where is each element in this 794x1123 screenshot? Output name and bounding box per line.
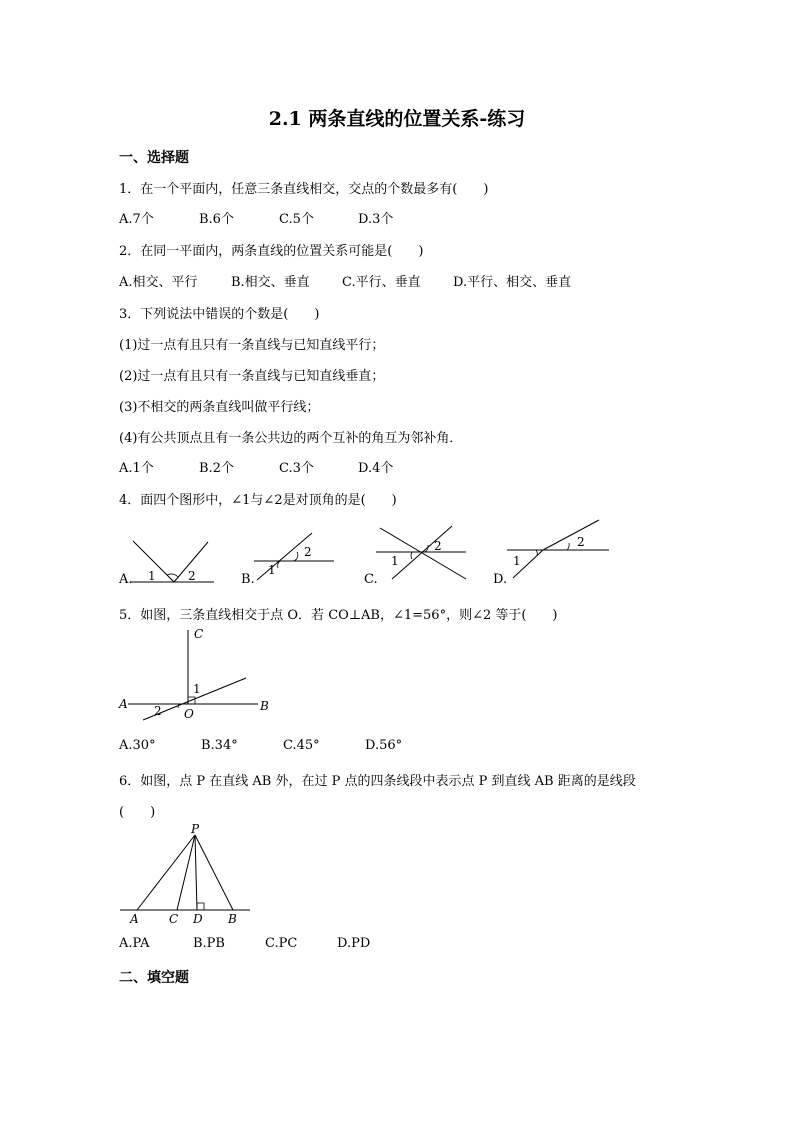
question-6-stem-cont: ( ) [119,805,156,820]
angle-1-label: 1 [148,569,156,583]
option-d[interactable]: D.平行、相交、垂直 [453,275,572,290]
figure-d-label[interactable]: D. [493,572,508,587]
option-b[interactable]: B.PB [193,936,225,951]
option-a[interactable]: A.7个 [119,212,154,227]
point-p-label: P [191,822,200,836]
option-b[interactable]: B.相交、垂直 [231,275,310,290]
option-c[interactable]: C.5个 [279,212,314,227]
question-6-diagram [118,822,258,926]
angle-2-label: 2 [154,704,162,718]
point-b-label: B [228,912,237,926]
question-5-stem: 5．如图，三条直线相交于点 O．若 CO⊥AB，∠1=56°，则∠2 等于( ) [119,608,558,623]
option-a[interactable]: A.PA [119,936,150,951]
figure-b-diagram [252,528,342,583]
question-3-item-1: (1)过一点有且只有一条直线与已知直线平行； [119,338,385,353]
option-d[interactable]: D.PD [337,936,371,951]
angle-1-label: 1 [268,563,276,577]
option-b[interactable]: B.34° [201,738,238,753]
figure-b-label[interactable]: B. [241,572,255,587]
question-2-stem: 2．在同一平面内，两条直线的位置关系可能是( ) [119,244,424,259]
figure-c-label[interactable]: C. [364,572,378,587]
question-5-diagram [118,622,278,722]
figure-a-diagram [130,535,220,590]
angle-2-label: 2 [434,539,442,553]
point-o-label: O [184,707,194,721]
figure-d-diagram [505,518,615,583]
page-title: 2.1 两条直线的位置关系-练习 [268,108,526,130]
point-c-label: C [194,627,204,641]
option-d[interactable]: D.3个 [358,212,394,227]
question-1-stem: 1．在一个平面内，任意三条直线相交，交点的个数最多有( ) [119,182,489,197]
question-4-stem: 4．面四个图形中，∠1与∠2是对顶角的是( ) [119,493,397,508]
option-c[interactable]: C.PC [265,936,298,951]
angle-1-label: 1 [193,682,201,696]
angle-2-label: 2 [188,569,196,583]
point-d-label: D [193,912,203,926]
angle-2-label: 2 [304,545,312,559]
question-3-item-2: (2)过一点有且只有一条直线与已知直线垂直； [119,369,385,384]
option-c[interactable]: C.平行、垂直 [342,275,421,290]
option-a[interactable]: A.30° [119,738,156,753]
option-a[interactable]: A.相交、平行 [119,275,198,290]
option-d[interactable]: D.56° [365,738,403,753]
figure-a-label[interactable]: A. [119,572,133,587]
angle-2-label: 2 [577,535,585,549]
point-a-label: A [119,697,128,711]
option-a[interactable]: A.1个 [119,461,154,476]
option-c[interactable]: C.3个 [279,461,314,476]
section-heading-choice: 一、选择题 [119,150,189,166]
point-b-label: B [260,699,269,713]
option-c[interactable]: C.45° [283,738,320,753]
option-b[interactable]: B.6个 [199,212,234,227]
question-3-item-3: (3)不相交的两条直线叫做平行线； [119,400,320,415]
figure-c-diagram [374,523,474,583]
angle-1-label: 1 [513,554,521,568]
question-6-stem: 6．如图，点 P 在直线 AB 外，在过 P 点的四条线段中表示点 P 到直线 AB 距离的是线段 [119,774,636,789]
angle-1-label: 1 [391,554,399,568]
point-a-label: A [130,912,139,926]
option-d[interactable]: D.4个 [358,461,394,476]
point-c-label: C [169,912,179,926]
section-heading-fill: 二、填空题 [119,970,189,986]
question-3-stem: 3．下列说法中错误的个数是( ) [119,307,320,322]
question-3-item-4: (4)有公共顶点且有一条公共边的两个互补的角互为邻补角． [119,431,463,446]
option-b[interactable]: B.2个 [199,461,234,476]
